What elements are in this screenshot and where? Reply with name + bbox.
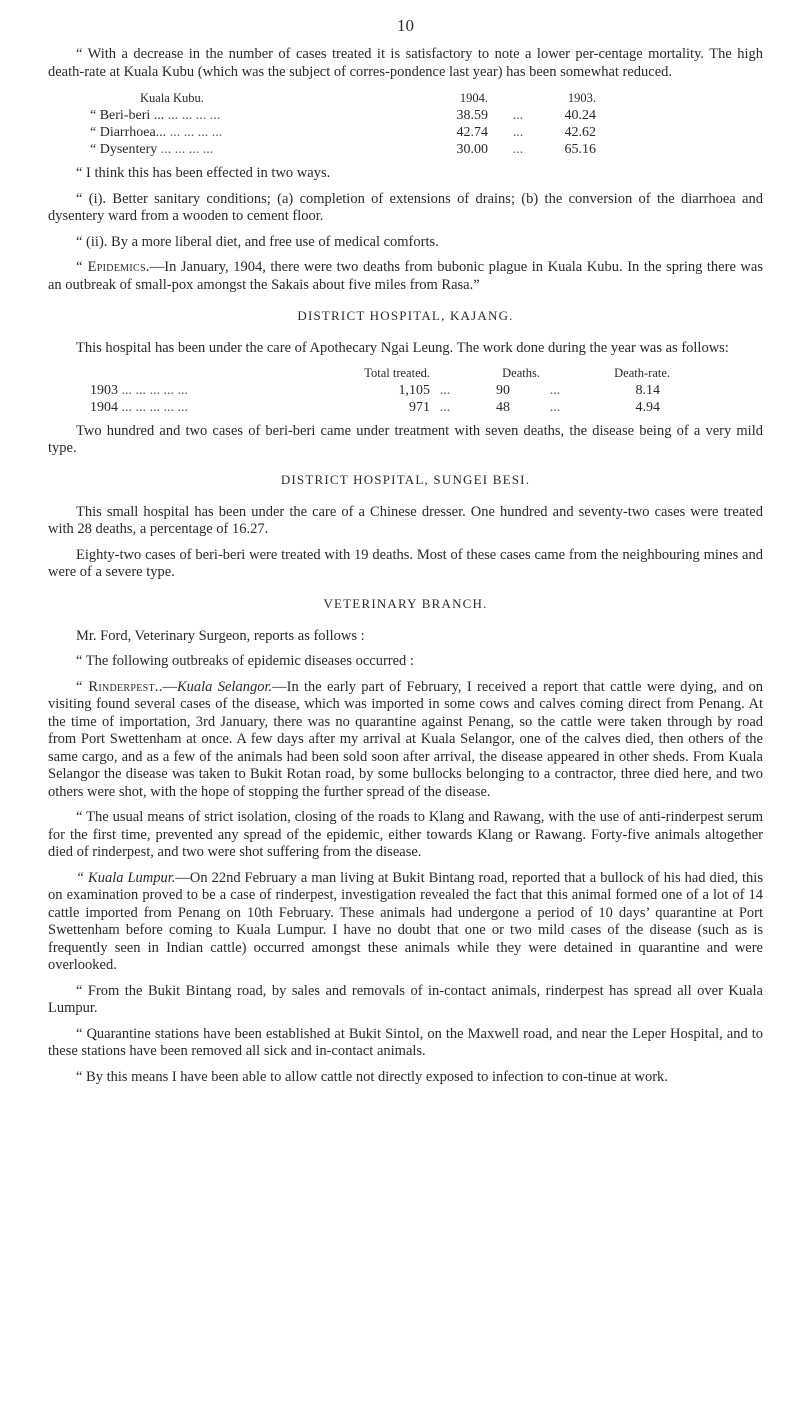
kajang-table (90, 366, 670, 417)
total-treated: 1,105 (398, 382, 430, 398)
table-row (90, 400, 670, 417)
leader-dots: ... ... ... ... ... (121, 399, 188, 415)
leader-dots: ... (512, 108, 524, 123)
kajang-note: Two hundred and two cases of beri-beri came under treatment with seven deaths, the disease being of a very mild type. (48, 422, 763, 456)
sungei-besi-paragraph: Eighty-two cases of beri-beri were treated with 19 deaths. Most of these cases came from the neighbouring mines and were of a severe type. (48, 546, 763, 580)
bintang-paragraph: “ From the Bukit Bintang road, by sales and removals of in-contact animals, rinderpest has spread all over Kuala Lumpur. (48, 982, 763, 1016)
year: 1903 (90, 382, 118, 398)
leader-dots: ... (549, 382, 561, 398)
leader-dots: ... ... ... ... ... (121, 382, 188, 398)
disease-name: “ Beri-beri ... (90, 108, 165, 123)
death-rate: 4.94 (635, 399, 660, 415)
document-page (48, 0, 763, 1094)
kubu-paragraph: “ I think this has been effected in two ways. (76, 165, 331, 181)
leader-dots: ... ... ... ... (167, 108, 221, 123)
epidemics-paragraph (48, 259, 763, 294)
kuala-lumpur-text: —On 22nd February a man living at Bukit Bintang road, reported that a bullock of his had died, this on examination proved to be a case of rinderpest, investigation revealed the fact that this animal formed one of a lot of 14 cattle imported from Penang on 10th February. These animals had undergone a period of 10 days’ quarantine at Port Swettenham before coming to Kuala Lumpur. I have no doubt that one or two mild cases of the disease (such as is frequently seen in Indian cattle) occurred amongst these animals while they were detained in quarantine and were overlooked. (48, 869, 763, 973)
rinderpest-text: —In the early part of February, I received a report that cattle were dying, and on visiting found several cases of the disease, which was imported in some cows and calves coming direct from Penang. At the time of importation, 3rd January, there was no quarantine against Penang, so the cattle were taken through by road from Port Swettenham at once. A few days after my arrival at Kuala Selangor, one of the calves died, then others of the same cargo, and as a few of the animals had been sold soon after arrival, the disease appeared in other sheds. From Kuala Selangor the disease was taken to Bukit Rotan road, by some bullocks belonging to a contractor, three died here, and two others were shot, with the hope of stopping the further spread of the disease. (48, 678, 764, 800)
disease-name: “ Diarrhoea... (90, 125, 167, 140)
leader-dots: ... (512, 142, 524, 157)
sungei-besi-paragraph: This small hospital has been under the care of a Chinese dresser. One hundred and seventy-two cases were treated with 28 deaths, a percentage of 16.27. (48, 503, 763, 537)
leader-dots: ... ... ... ... (169, 125, 223, 140)
quarantine-paragraph: “ Quarantine stations have been established at Bukit Sintol, on the Maxwell road, and near the Leper Hospital, and to these stations have been removed all sick and in-contact animals. (48, 1025, 763, 1059)
leader-dots: ... ... ... ... (160, 142, 214, 157)
outbreaks-intro: “ The following outbreaks of epidemic diseases occurred : (76, 653, 414, 669)
kuala-lumpur-paragraph (48, 870, 763, 975)
deaths: 90 (496, 382, 510, 398)
rinderpest-lead: “ Rinderpest. (76, 678, 159, 695)
isolation-paragraph: “ The usual means of strict isolation, closing of the roads to Klang and Rawang, with the use of anti-rinderpest serum for the first time, prevented any spread of the epidemic, either towards Klang or Rawang. Forty-five animals altogether died of rinderpest, and two were shot suffering from the disease. (48, 809, 763, 860)
rate-1903: 42.62 (564, 125, 596, 140)
kubu-paragraph: “ (ii). By a more liberal diet, and free use of medical comforts. (76, 233, 439, 250)
epidemics-lead: “ Epidemics. (76, 259, 150, 275)
rate-1904: 30.00 (456, 142, 488, 157)
rinderpest-place: Kuala Selangor. (176, 678, 273, 695)
deaths: 48 (496, 399, 510, 415)
leader-dots: ... (549, 399, 561, 415)
leader-dots: ... (512, 125, 524, 140)
kajang-heading: DISTRICT HOSPITAL, KAJANG. (297, 308, 514, 323)
sungei-besi-heading: DISTRICT HOSPITAL, SUNGEI BESI. (280, 471, 531, 487)
rate-1904: 42.74 (456, 125, 488, 140)
table-header-deaths: Deaths. (502, 365, 540, 380)
epidemics-text: —In January, 1904, there were two deaths from bubonic plague in Kuala Kubu. In the spring there was an outbreak of small-pox amongst the Sakais about five miles from Rasa.” (48, 259, 763, 293)
intro-paragraph: “ With a decrease in the number of cases treated it is satisfactory to note a lower per-centage mortality. The high death-rate at Kuala Kubu (which was the subject of corres-pondence last year) has been somewhat reduced. (48, 46, 763, 80)
leader-dots: ... (439, 399, 451, 415)
disease-name: “ Dysentery (90, 142, 158, 157)
table-header-rate: Death-rate. (614, 365, 670, 380)
leader-dots: ... (439, 382, 451, 398)
closing-paragraph: “ By this means I have been able to allow cattle not directly exposed to infection to con-tinue at work. (76, 1068, 668, 1085)
rinderpest-paragraph: “ Rinderpest..—Kuala Selangor.—In the early part of February, I received a report that cattle were dying, and on visiting found several cases of the disease, which was imported in some cows and calves coming direct from Penang. At the time of importation, 3rd January, there was no quarantine against Penang, so the cattle were taken through by road from Port Swettenham at once. A few days after my arrival at Kuala Selangor, one of the calves died, then others of the same cargo, and as a few of the animals had been sold soon after arrival, the disease appeared in other sheds. From Kuala Selangor the disease was taken to Bukit Rotan road, by some bullocks belonging to a contractor, three died here, and two others were shot, with the hope of stopping the further spread of the disease. (48, 678, 764, 800)
kuala-lumpur-place: “ Kuala Lumpur. (76, 869, 176, 886)
rate-1903: 40.24 (564, 108, 596, 123)
veterinary-heading: VETERINARY BRANCH. (323, 595, 488, 611)
table-header-place: Kuala Kubu. (140, 91, 204, 105)
death-rate: 8.14 (635, 382, 660, 398)
table-row (90, 383, 670, 400)
table-header-total: Total treated. (364, 365, 430, 380)
veterinary-intro: Mr. Ford, Veterinary Surgeon, reports as follows : (76, 627, 365, 644)
kuala-kubu-table (90, 91, 596, 159)
rate-1904: 38.59 (456, 108, 488, 123)
kubu-paragraph: “ (i). Better sanitary conditions; (a) completion of extensions of drains; (b) the conversion of the diarrhoea and dysentery ward from a wooden to cement floor. (48, 190, 763, 224)
kajang-intro: This hospital has been under the care of Apothecary Ngai Leung. The work done during the year was as follows: (76, 340, 729, 356)
year: 1904 (90, 399, 118, 415)
table-header-1904: 1904. (459, 91, 488, 105)
total-treated: 971 (409, 399, 430, 415)
table-row (90, 108, 596, 125)
table-row (90, 125, 596, 142)
rate-1903: 65.16 (564, 142, 596, 157)
page-number: 10 (397, 16, 414, 35)
table-row (90, 142, 596, 159)
table-header-1903: 1903. (567, 91, 596, 105)
